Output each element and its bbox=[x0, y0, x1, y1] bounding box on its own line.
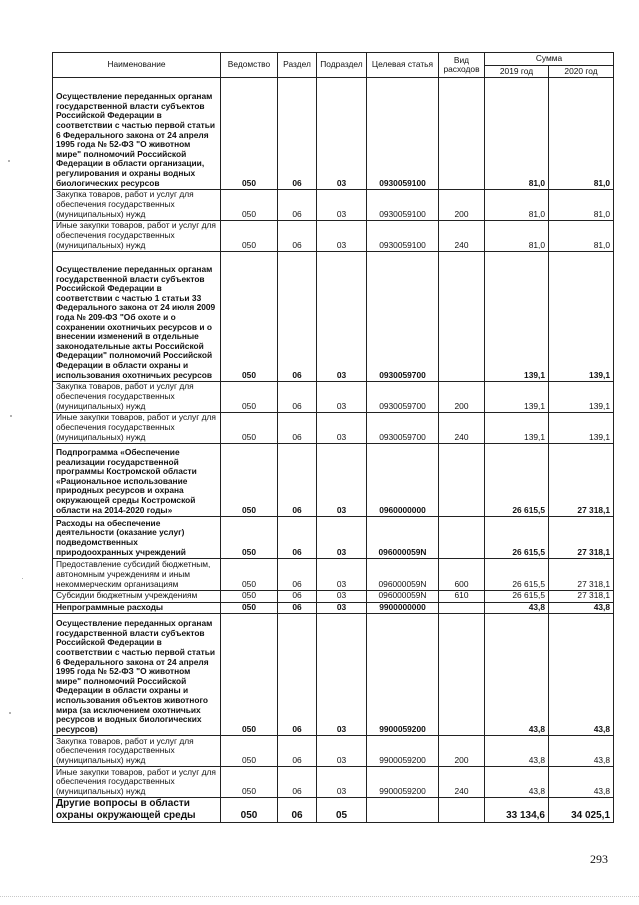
cell-dept: 050 bbox=[221, 798, 278, 823]
cell-exptype: 610 bbox=[439, 591, 485, 603]
cell-subsection: 03 bbox=[317, 614, 367, 736]
cell-target: 0930059700 bbox=[367, 382, 439, 413]
cell-section: 06 bbox=[278, 559, 317, 591]
cell-exptype: 200 bbox=[439, 736, 485, 767]
cell-name: Осуществление переданных органам государственной власти субъектов Российской Федерации в соответствии с частью 1 статьи 33 Федерального закона от 24 июля 2009 года № 209-ФЗ "Об охоте и о сохранении охотничьих ресурсов и о внесении изменений в отдельные законодательные акты Российской Федерации" полномочий Российской Федерации в области охраны и использования охотничьих ресурсов bbox=[53, 252, 221, 382]
cell-exptype: 200 bbox=[439, 382, 485, 413]
cell-y2019: 139,1 bbox=[485, 252, 549, 382]
cell-subsection: 03 bbox=[317, 78, 367, 190]
cell-y2019: 33 134,6 bbox=[485, 798, 549, 823]
header-target: Целевая статья bbox=[367, 53, 439, 78]
table-row bbox=[53, 614, 614, 736]
table-row bbox=[53, 413, 614, 444]
cell-y2020: 81,0 bbox=[549, 190, 614, 221]
table-row bbox=[53, 190, 614, 221]
cell-target: 0930059100 bbox=[367, 221, 439, 252]
cell-y2019: 26 615,5 bbox=[485, 591, 549, 603]
cell-y2019: 139,1 bbox=[485, 413, 549, 444]
cell-exptype: 200 bbox=[439, 190, 485, 221]
table-row bbox=[53, 517, 614, 559]
table-row bbox=[53, 444, 614, 517]
table-row bbox=[53, 798, 614, 823]
cell-subsection: 03 bbox=[317, 221, 367, 252]
cell-target: 0930059700 bbox=[367, 252, 439, 382]
table-row bbox=[53, 78, 614, 190]
cell-subsection: 03 bbox=[317, 591, 367, 603]
cell-y2019: 26 615,5 bbox=[485, 517, 549, 559]
cell-y2019: 43,8 bbox=[485, 767, 549, 798]
cell-target: 0930059100 bbox=[367, 190, 439, 221]
header-section: Раздел bbox=[278, 53, 317, 78]
cell-y2020: 27 318,1 bbox=[549, 559, 614, 591]
cell-target: 0930059100 bbox=[367, 78, 439, 190]
cell-dept: 050 bbox=[221, 736, 278, 767]
cell-y2019: 43,8 bbox=[485, 602, 549, 614]
table-row bbox=[53, 221, 614, 252]
cell-y2019: 139,1 bbox=[485, 382, 549, 413]
cell-dept: 050 bbox=[221, 517, 278, 559]
scan-speck bbox=[8, 160, 10, 162]
cell-exptype bbox=[439, 602, 485, 614]
page-number: 293 bbox=[590, 852, 608, 866]
cell-y2019: 81,0 bbox=[485, 190, 549, 221]
cell-exptype: 240 bbox=[439, 221, 485, 252]
cell-section: 06 bbox=[278, 798, 317, 823]
cell-dept: 050 bbox=[221, 591, 278, 603]
cell-subsection: 03 bbox=[317, 736, 367, 767]
cell-exptype bbox=[439, 444, 485, 517]
cell-subsection: 03 bbox=[317, 252, 367, 382]
cell-subsection: 03 bbox=[317, 382, 367, 413]
cell-y2019: 26 615,5 bbox=[485, 444, 549, 517]
cell-section: 06 bbox=[278, 190, 317, 221]
cell-name: Иные закупки товаров, работ и услуг для обеспечения государственных (муниципальных) нужд bbox=[53, 767, 221, 798]
cell-y2020: 139,1 bbox=[549, 382, 614, 413]
cell-exptype: 240 bbox=[439, 767, 485, 798]
cell-exptype bbox=[439, 252, 485, 382]
table-row bbox=[53, 252, 614, 382]
table-row bbox=[53, 559, 614, 591]
cell-target: 9900059200 bbox=[367, 767, 439, 798]
table-header bbox=[53, 53, 614, 78]
cell-dept: 050 bbox=[221, 190, 278, 221]
cell-name: Непрограммные расходы bbox=[53, 602, 221, 614]
header-2019: 2019 год bbox=[485, 65, 549, 78]
cell-y2020: 81,0 bbox=[549, 78, 614, 190]
cell-target: 0930059700 bbox=[367, 413, 439, 444]
cell-y2020: 43,8 bbox=[549, 614, 614, 736]
cell-target: 0960000000 bbox=[367, 444, 439, 517]
cell-section: 06 bbox=[278, 78, 317, 190]
cell-section: 06 bbox=[278, 252, 317, 382]
cell-name: Иные закупки товаров, работ и услуг для обеспечения государственных (муниципальных) нужд bbox=[53, 413, 221, 444]
cell-exptype bbox=[439, 614, 485, 736]
cell-y2020: 27 318,1 bbox=[549, 591, 614, 603]
cell-y2020: 27 318,1 bbox=[549, 517, 614, 559]
cell-target: 096000059N bbox=[367, 517, 439, 559]
cell-name: Расходы на обеспечение деятельности (оказание услуг) подведомственных природоохранных учреждений bbox=[53, 517, 221, 559]
cell-exptype: 240 bbox=[439, 413, 485, 444]
cell-name: Другие вопросы в области охраны окружающей среды bbox=[53, 798, 221, 823]
cell-y2019: 43,8 bbox=[485, 736, 549, 767]
cell-subsection: 03 bbox=[317, 559, 367, 591]
cell-subsection: 03 bbox=[317, 517, 367, 559]
cell-name: Осуществление переданных органам государственной власти субъектов Российской Федерации в соответствии с частью первой статьи 6 Федерального закона от 24 апреля 1995 года № 52-ФЗ "О животном мире" полномочий Российской Федерации в области охраны и использования объектов животного мира (за исключением охотничьих ресурсов и водных биологических ресурсов) bbox=[53, 614, 221, 736]
cell-subsection: 03 bbox=[317, 190, 367, 221]
cell-section: 06 bbox=[278, 614, 317, 736]
cell-y2020: 27 318,1 bbox=[549, 444, 614, 517]
cell-exptype bbox=[439, 798, 485, 823]
cell-dept: 050 bbox=[221, 252, 278, 382]
cell-section: 06 bbox=[278, 767, 317, 798]
cell-y2019: 81,0 bbox=[485, 78, 549, 190]
cell-dept: 050 bbox=[221, 382, 278, 413]
cell-y2020: 139,1 bbox=[549, 413, 614, 444]
cell-y2019: 26 615,5 bbox=[485, 559, 549, 591]
cell-dept: 050 bbox=[221, 221, 278, 252]
header-dept: Ведомство bbox=[221, 53, 278, 78]
scan-speck bbox=[22, 578, 23, 579]
scan-speck bbox=[9, 712, 11, 714]
cell-name: Предоставление субсидий бюджетным, автономным учреждениям и иным некоммерческим организациям bbox=[53, 559, 221, 591]
cell-name: Иные закупки товаров, работ и услуг для обеспечения государственных (муниципальных) нужд bbox=[53, 221, 221, 252]
cell-name: Закупка товаров, работ и услуг для обеспечения государственных (муниципальных) нужд bbox=[53, 382, 221, 413]
cell-section: 06 bbox=[278, 591, 317, 603]
cell-y2020: 81,0 bbox=[549, 221, 614, 252]
cell-section: 06 bbox=[278, 413, 317, 444]
cell-target: 9900059200 bbox=[367, 736, 439, 767]
cell-section: 06 bbox=[278, 517, 317, 559]
cell-target: 9900059200 bbox=[367, 614, 439, 736]
cell-y2019: 43,8 bbox=[485, 614, 549, 736]
scan-edge bbox=[0, 896, 639, 897]
cell-exptype: 600 bbox=[439, 559, 485, 591]
cell-section: 06 bbox=[278, 736, 317, 767]
cell-dept: 050 bbox=[221, 413, 278, 444]
cell-subsection: 03 bbox=[317, 444, 367, 517]
cell-target: 9900000000 bbox=[367, 602, 439, 614]
table-row bbox=[53, 591, 614, 603]
table-body bbox=[53, 78, 614, 823]
cell-y2019: 81,0 bbox=[485, 221, 549, 252]
cell-dept: 050 bbox=[221, 444, 278, 517]
header-sum: Сумма bbox=[485, 53, 614, 66]
cell-exptype bbox=[439, 517, 485, 559]
cell-dept: 050 bbox=[221, 602, 278, 614]
cell-dept: 050 bbox=[221, 559, 278, 591]
cell-dept: 050 bbox=[221, 614, 278, 736]
cell-section: 06 bbox=[278, 602, 317, 614]
scan-speck bbox=[10, 415, 12, 417]
cell-y2020: 43,8 bbox=[549, 736, 614, 767]
table-row bbox=[53, 767, 614, 798]
cell-subsection: 03 bbox=[317, 413, 367, 444]
cell-dept: 050 bbox=[221, 767, 278, 798]
table-row bbox=[53, 736, 614, 767]
cell-section: 06 bbox=[278, 382, 317, 413]
cell-target: 096000059N bbox=[367, 559, 439, 591]
cell-name: Закупка товаров, работ и услуг для обеспечения государственных (муниципальных) нужд bbox=[53, 736, 221, 767]
header-2020: 2020 год bbox=[549, 65, 614, 78]
cell-subsection: 03 bbox=[317, 602, 367, 614]
cell-name: Субсидии бюджетным учреждениям bbox=[53, 591, 221, 603]
cell-subsection: 05 bbox=[317, 798, 367, 823]
cell-name: Осуществление переданных органам государственной власти субъектов Российской Федерации в соответствии с частью первой статьи 6 Федерального закона от 24 апреля 1995 года № 52-ФЗ "О животном мире" полномочий Российской Федерации в области организации, регулирования и охраны водных биологических ресурсов bbox=[53, 78, 221, 190]
cell-section: 06 bbox=[278, 221, 317, 252]
cell-name: Подпрограмма «Обеспечение реализации государственной программы Костромской области «Рациональное использование природных ресурсов и охрана окружающей среды Костромской области на 2014-2020 годы» bbox=[53, 444, 221, 517]
cell-name: Закупка товаров, работ и услуг для обеспечения государственных (муниципальных) нужд bbox=[53, 190, 221, 221]
budget-table bbox=[52, 52, 614, 823]
cell-target: 096000059N bbox=[367, 591, 439, 603]
header-name: Наименование bbox=[53, 53, 221, 78]
cell-target bbox=[367, 798, 439, 823]
header-exptype: Вид расходов bbox=[439, 53, 485, 78]
cell-dept: 050 bbox=[221, 78, 278, 190]
header-subsection: Подраздел bbox=[317, 53, 367, 78]
cell-y2020: 43,8 bbox=[549, 602, 614, 614]
cell-y2020: 139,1 bbox=[549, 252, 614, 382]
cell-y2020: 43,8 bbox=[549, 767, 614, 798]
cell-y2020: 34 025,1 bbox=[549, 798, 614, 823]
cell-exptype bbox=[439, 78, 485, 190]
cell-subsection: 03 bbox=[317, 767, 367, 798]
table-row bbox=[53, 382, 614, 413]
table-row bbox=[53, 602, 614, 614]
cell-section: 06 bbox=[278, 444, 317, 517]
